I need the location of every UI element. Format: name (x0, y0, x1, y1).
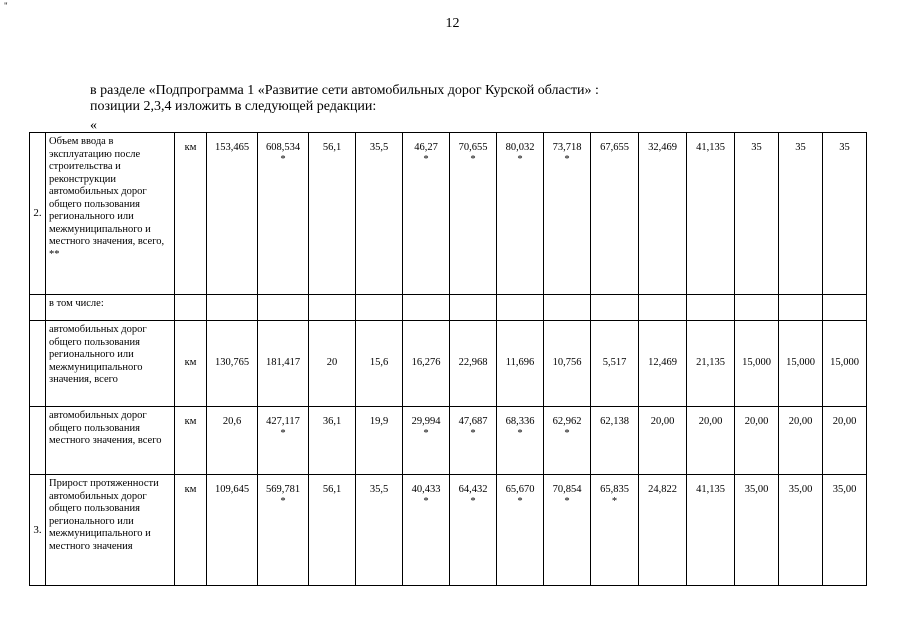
value-cell (497, 321, 544, 407)
value-text: 80,032 (505, 142, 535, 153)
value-cell (735, 133, 779, 295)
value-text: 64,432 (458, 484, 488, 495)
value-cell (823, 295, 867, 321)
value-text: 35,5 (369, 142, 389, 153)
table-row (30, 295, 867, 321)
value-text: 62,962 (552, 416, 582, 427)
value-cell (735, 295, 779, 321)
row-description: автомобильных дорог общего пользования местного значения, всего (46, 407, 175, 475)
value-cell (639, 133, 687, 295)
value-cell (779, 475, 823, 586)
footnote-asterisk: * (470, 495, 476, 507)
row-description: Прирост протяженности автомобильных дорог общего пользования регионального или межмуниципального и местного значения (46, 475, 175, 586)
value-cell (207, 295, 258, 321)
value-cell (779, 321, 823, 407)
value-cell (356, 475, 403, 586)
value-cell (639, 407, 687, 475)
value-text: 22,968 (458, 357, 488, 369)
value-cell (207, 407, 258, 475)
value-text: 11,696 (505, 357, 535, 369)
value-cell (403, 321, 450, 407)
footnote-asterisk: * (280, 153, 286, 165)
value-text: 20,6 (222, 416, 242, 427)
value-cell (779, 407, 823, 475)
value-cell (687, 407, 735, 475)
value-text: 70,655 (458, 142, 488, 153)
value-text: 181,417 (265, 357, 301, 369)
intro-line-section: в разделе «Подпрограмма 1 «Развитие сети автомобильных дорог Курской области» : (90, 83, 599, 98)
value-cell (823, 321, 867, 407)
value-text: 130,765 (214, 357, 250, 369)
value-cell (258, 475, 309, 586)
value-text: 15,000 (830, 357, 859, 369)
value-text: 56,1 (322, 142, 342, 153)
value-text: 20,00 (744, 416, 769, 427)
value-text: 35,5 (369, 484, 389, 495)
value-text: 15,6 (369, 357, 389, 369)
footnote-asterisk: * (517, 153, 523, 165)
value-cell (403, 475, 450, 586)
value-text: 56,1 (322, 484, 342, 495)
value-cell (356, 295, 403, 321)
value-cell (258, 321, 309, 407)
row-description: автомобильных дорог общего пользования регионального или межмуниципального значения, всего (46, 321, 175, 407)
value-text: 35 (839, 142, 850, 153)
value-text: 35 (751, 142, 762, 153)
footnote-asterisk: * (423, 495, 429, 507)
value-text: 62,138 (600, 416, 629, 427)
value-cell (497, 475, 544, 586)
opening-quote: « (90, 118, 97, 133)
value-cell (735, 321, 779, 407)
value-cell (403, 407, 450, 475)
value-cell (309, 133, 356, 295)
value-text: 20,00 (698, 416, 723, 427)
value-text: 10,756 (552, 357, 582, 369)
value-text: 15,000 (742, 357, 771, 369)
value-text: 35 (795, 142, 806, 153)
footnote-asterisk: * (611, 495, 618, 507)
row-unit: км (175, 407, 207, 475)
value-text: 70,854 (552, 484, 582, 495)
footnote-asterisk: * (280, 427, 286, 439)
value-cell (779, 295, 823, 321)
value-cell (591, 475, 639, 586)
value-text: 35,00 (788, 484, 813, 495)
page-number: 12 (445, 16, 460, 31)
value-cell (309, 321, 356, 407)
value-cell (497, 133, 544, 295)
value-cell (591, 133, 639, 295)
footnote-asterisk: * (517, 427, 523, 439)
value-text: 46,27 (414, 142, 438, 153)
footnote-asterisk: * (280, 495, 286, 507)
value-text: 24,822 (648, 484, 677, 495)
value-cell (497, 295, 544, 321)
indicators-table (29, 132, 867, 586)
value-cell (450, 295, 497, 321)
value-cell (258, 407, 309, 475)
row-index: 2. (30, 133, 46, 295)
footnote-asterisk: * (517, 495, 523, 507)
value-cell (823, 475, 867, 586)
value-cell (544, 475, 591, 586)
value-text: 40,433 (411, 484, 441, 495)
value-text: 569,781 (265, 484, 301, 495)
value-cell (356, 321, 403, 407)
value-text: 32,469 (648, 142, 677, 153)
value-text: 36,1 (322, 416, 342, 427)
value-text: 29,994 (411, 416, 441, 427)
value-cell (544, 321, 591, 407)
value-cell (450, 407, 497, 475)
value-cell (207, 321, 258, 407)
value-text: 47,687 (458, 416, 488, 427)
value-cell (639, 475, 687, 586)
value-cell (823, 407, 867, 475)
value-text: 73,718 (552, 142, 582, 153)
intro-line-positions: позиции 2,3,4 изложить в следующей редакции: (90, 99, 377, 114)
value-cell (687, 321, 735, 407)
row-index: 3. (30, 475, 46, 586)
value-cell (497, 407, 544, 475)
value-text: 65,670 (505, 484, 535, 495)
value-text: 35,00 (832, 484, 857, 495)
value-cell (450, 475, 497, 586)
footnote-asterisk: * (564, 495, 570, 507)
value-cell (450, 133, 497, 295)
value-text: 20,00 (650, 416, 675, 427)
value-text: 67,655 (600, 142, 629, 153)
footnote-asterisk: * (470, 153, 476, 165)
footnote-asterisk: * (470, 427, 476, 439)
footnote-asterisk: * (423, 153, 429, 165)
table-row (30, 133, 867, 295)
value-text: 68,336 (505, 416, 535, 427)
value-cell (258, 295, 309, 321)
value-text: 109,645 (214, 484, 250, 495)
value-text: 41,135 (696, 142, 725, 153)
row-unit: км (175, 475, 207, 586)
value-text: 41,135 (696, 484, 725, 495)
value-text: 65,835 (600, 484, 629, 495)
value-text: 16,276 (411, 357, 441, 369)
value-cell (687, 295, 735, 321)
value-cell (309, 407, 356, 475)
value-text: 5,517 (602, 357, 627, 369)
value-text: 153,465 (214, 142, 250, 153)
value-text: 20 (326, 357, 338, 369)
value-cell (823, 133, 867, 295)
value-cell (356, 133, 403, 295)
value-cell (687, 475, 735, 586)
table-row (30, 407, 867, 475)
value-cell (309, 475, 356, 586)
row-description: Объем ввода в эксплуатацию после строительства и реконструкции автомобильных дорог общего пользования регионального или межмуниципального и местного значения, всего, ** (46, 133, 175, 295)
value-cell (207, 133, 258, 295)
value-cell (356, 407, 403, 475)
value-cell (735, 407, 779, 475)
value-cell (779, 133, 823, 295)
value-text: 20,00 (788, 416, 813, 427)
value-cell (591, 295, 639, 321)
value-cell (207, 475, 258, 586)
value-text: 35,00 (744, 484, 769, 495)
value-text: 21,135 (696, 357, 725, 369)
value-cell (544, 407, 591, 475)
value-text: 427,117 (266, 416, 300, 427)
value-cell (544, 133, 591, 295)
value-text: 608,534 (265, 142, 301, 153)
value-text: 12,469 (648, 357, 677, 369)
footnote-asterisk: * (564, 427, 570, 439)
intro-text (90, 83, 599, 115)
row-index (30, 295, 46, 321)
value-cell (639, 295, 687, 321)
row-index (30, 321, 46, 407)
value-text: 15,000 (786, 357, 815, 369)
value-cell (687, 133, 735, 295)
row-index (30, 407, 46, 475)
row-unit: км (175, 133, 207, 295)
row-description: в том числе: (46, 295, 175, 321)
value-cell (403, 295, 450, 321)
value-cell (309, 295, 356, 321)
value-cell (544, 295, 591, 321)
value-cell (591, 407, 639, 475)
value-cell (735, 475, 779, 586)
value-cell (450, 321, 497, 407)
value-cell (258, 133, 309, 295)
row-unit: км (175, 321, 207, 407)
value-text: 20,00 (832, 416, 857, 427)
row-unit (175, 295, 207, 321)
footnote-asterisk: * (423, 427, 429, 439)
value-cell (591, 321, 639, 407)
value-cell (639, 321, 687, 407)
table-row (30, 475, 867, 586)
table-row (30, 321, 867, 407)
value-text: 19,9 (369, 416, 389, 427)
value-cell (403, 133, 450, 295)
footnote-asterisk: * (564, 153, 570, 165)
corner-mark: " (4, 1, 8, 11)
